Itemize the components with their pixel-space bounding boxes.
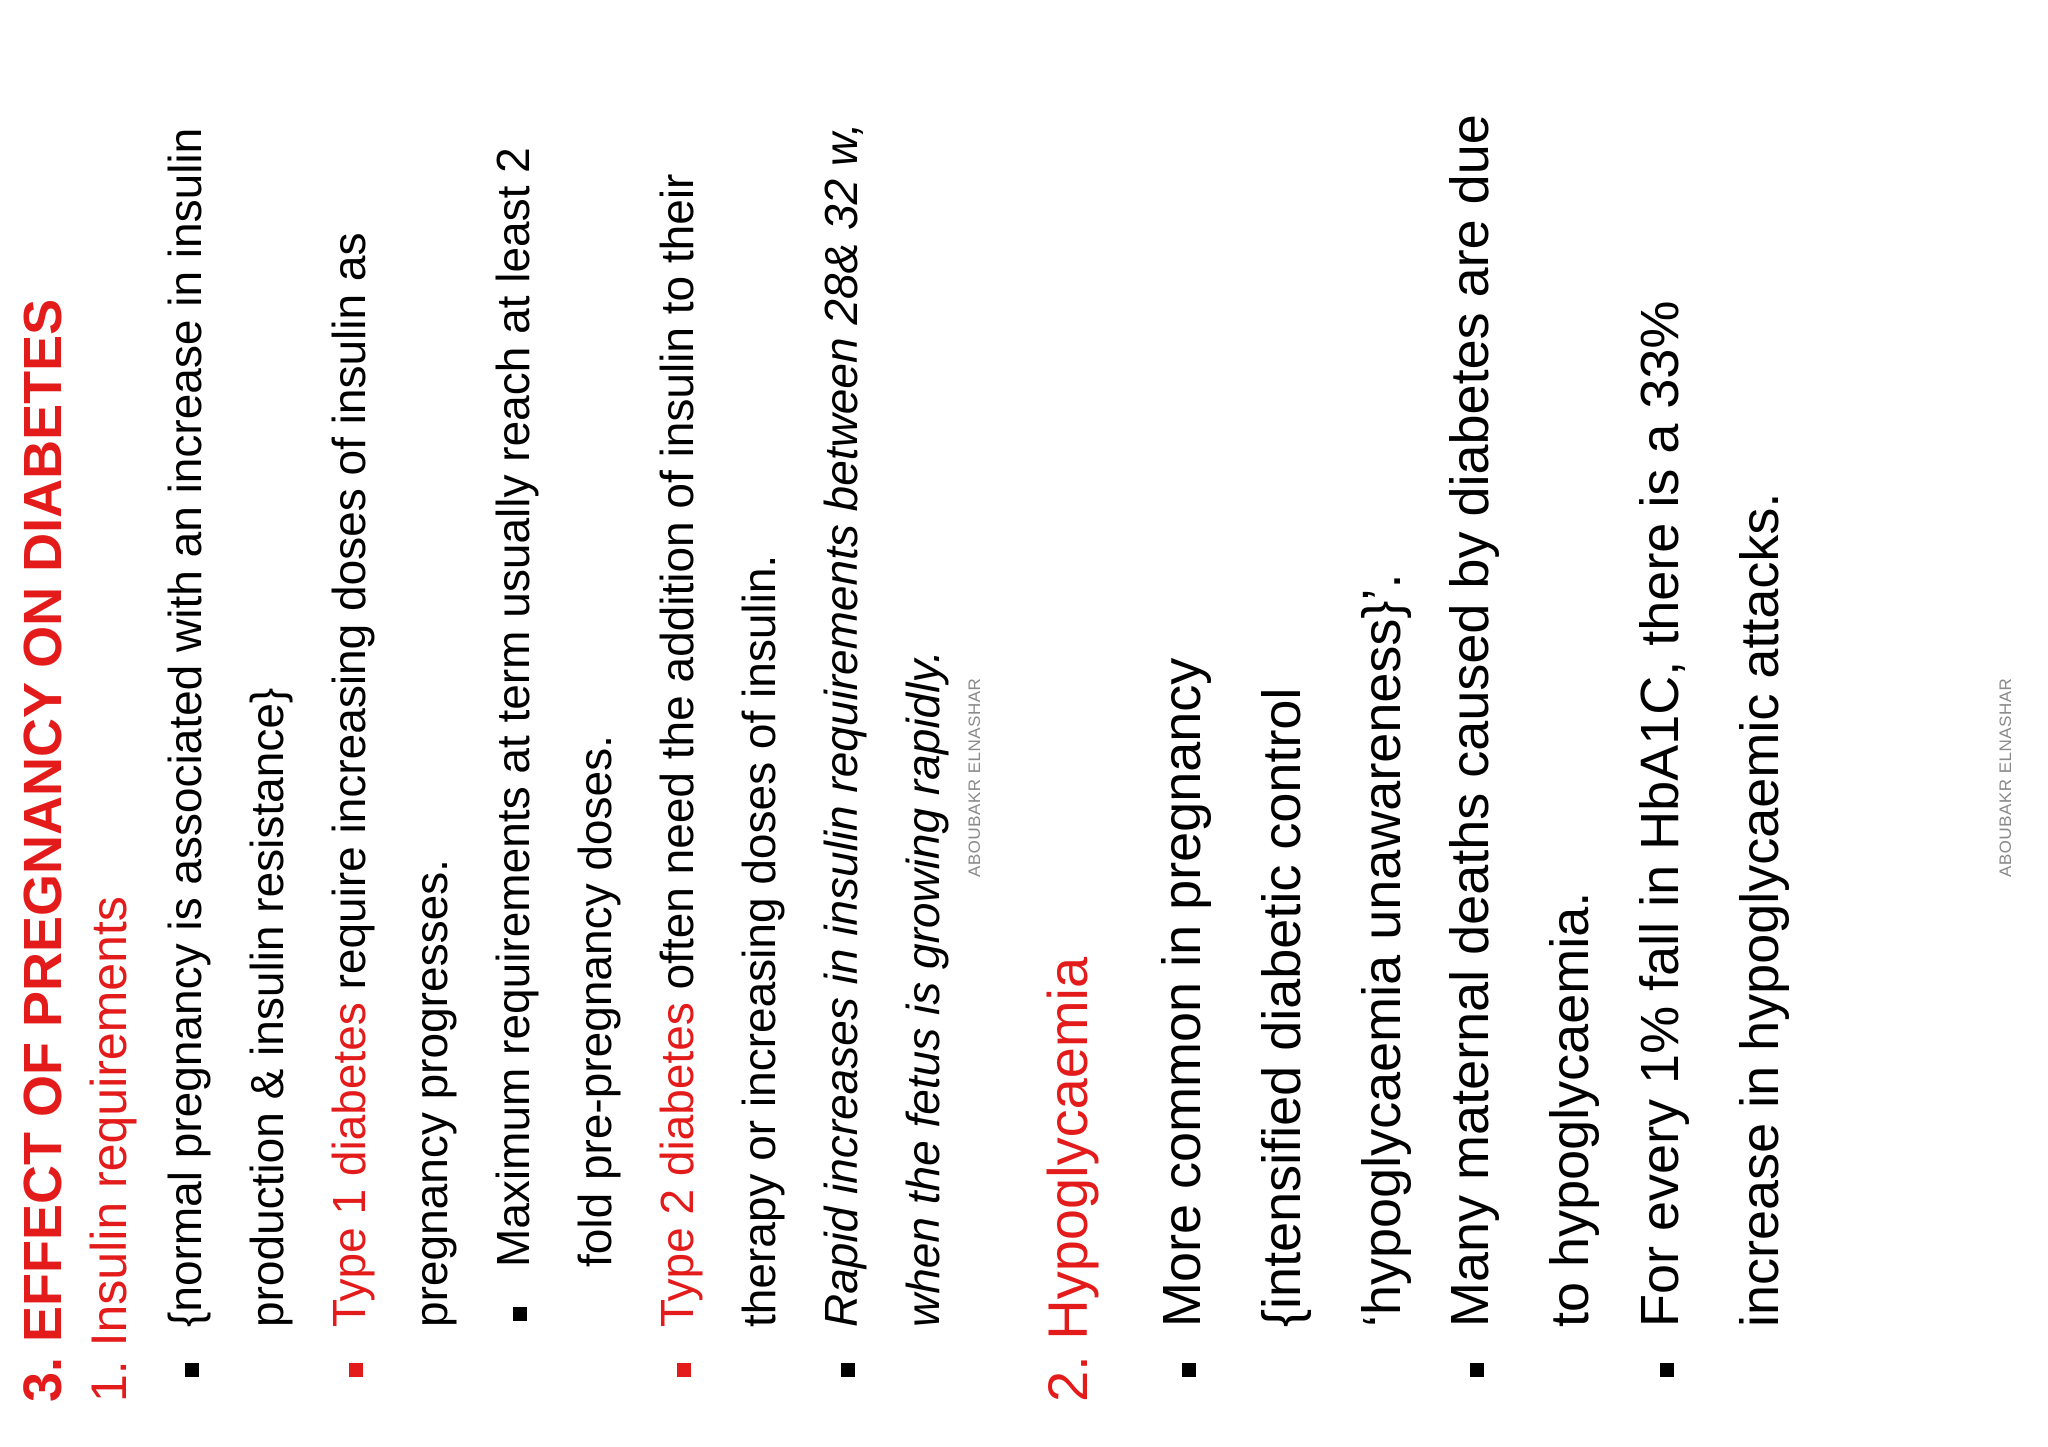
watermark-text: ABOUBAKR ELNASHAR	[965, 677, 984, 877]
section-heading-insulin: 1. Insulin requirements	[81, 896, 137, 1402]
bullet-hba1c-line1: For every 1% fall in HbA1C, there is a 33%	[1630, 300, 1690, 1327]
bullet-maternal-deaths-line1: Many maternal deaths caused by diabetes are due	[1440, 114, 1500, 1327]
bullet-rapid-increases-line2: when the fetus is growing rapidly.	[897, 650, 949, 1327]
bullet-marker	[1470, 1363, 1484, 1377]
bullet-type1-line1	[323, 232, 375, 1327]
bullet-hba1c-line2: increase in hypoglycaemic attacks.	[1730, 492, 1790, 1327]
slide-title: 3. EFFECT OF PREGNANCY ON DIABETES	[13, 298, 73, 1402]
bullet-normal-pregnancy-line2: production & insulin resistance}	[241, 687, 293, 1327]
watermark-text-2: ABOUBAKR ELNASHAR	[1996, 677, 2015, 877]
bullet-more-common-line2: {intensified diabetic control	[1252, 687, 1312, 1327]
bullet-type1-line2: pregnancy progresses.	[405, 859, 457, 1327]
bullet-more-common-line3: ‘hypoglycaemia unawareness}’.	[1352, 573, 1412, 1327]
bullet-marker	[1182, 1363, 1196, 1377]
sub-bullet-maximum-line1: Maximum requirements at term usually reach at least 2	[487, 147, 539, 1267]
sub-bullet-maximum-line2: fold pre-pregnancy doses.	[569, 735, 621, 1267]
type2-diabetes-label: Type 2 diabetes	[651, 1002, 703, 1327]
type1-diabetes-label: Type 1 diabetes	[323, 1002, 375, 1327]
bullet-maternal-deaths-line2: to hypoglycaemia.	[1540, 891, 1600, 1327]
sub-bullet-marker	[513, 1307, 527, 1321]
bullet-marker-red	[677, 1363, 691, 1377]
bullet-marker	[185, 1363, 199, 1377]
bullet-type2-line2: therapy or increasing doses of insulin.	[733, 554, 785, 1327]
bullet-normal-pregnancy-line1: {normal pregnancy is associated with an increase in insulin	[159, 127, 211, 1327]
bullet-more-common-line1: More common in pregnancy	[1152, 657, 1212, 1327]
bullet-marker-red	[349, 1363, 363, 1377]
bullet-rapid-increases-line1: Rapid increases in insulin requirements between 28& 32 w,	[815, 122, 867, 1327]
bullet-marker	[841, 1363, 855, 1377]
type1-text: require increasing doses of insulin as	[323, 232, 375, 1003]
bullet-type2-line1	[651, 173, 703, 1327]
bullet-marker	[1660, 1363, 1674, 1377]
section-heading-hypoglycaemia: 2. Hypoglycaemia	[1036, 956, 1099, 1402]
type2-text: often need the addition of insulin to their	[651, 173, 703, 1003]
